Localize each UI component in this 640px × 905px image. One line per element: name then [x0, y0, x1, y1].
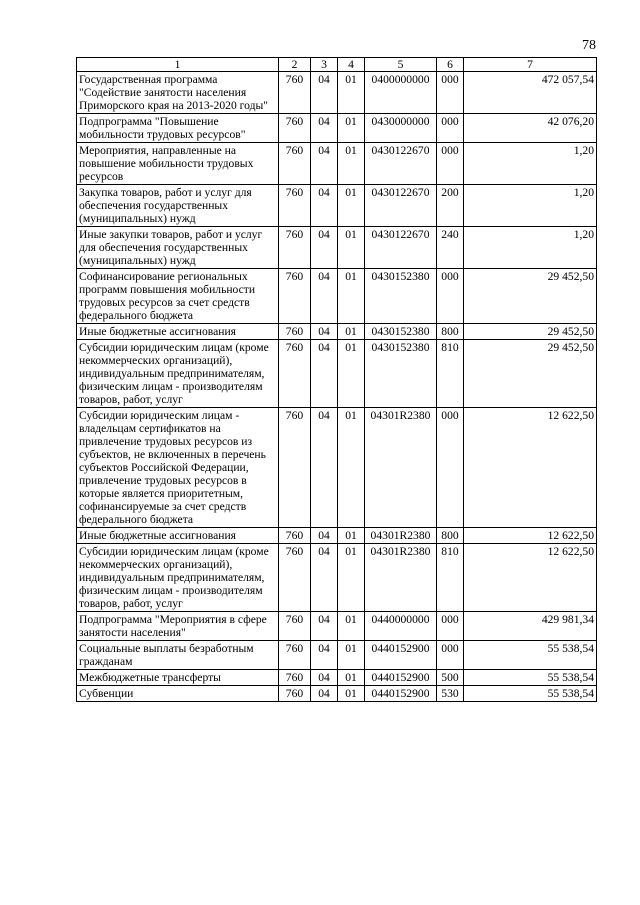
row-code-2: 760	[279, 340, 311, 408]
table-row	[77, 528, 597, 544]
row-name: Субвенции	[77, 686, 279, 702]
row-amount: 1,20	[464, 143, 597, 185]
table-row	[77, 612, 597, 641]
row-code-5: 0430000000	[365, 114, 437, 143]
row-code-5: 0440000000	[365, 612, 437, 641]
row-amount: 1,20	[464, 185, 597, 227]
row-code-6: 810	[437, 544, 464, 612]
row-code-5: 04301R2380	[365, 544, 437, 612]
row-code-4: 01	[338, 143, 365, 185]
table-row	[77, 340, 597, 408]
table-row	[77, 143, 597, 185]
row-code-4: 01	[338, 185, 365, 227]
row-amount: 429 981,34	[464, 612, 597, 641]
row-code-4: 01	[338, 408, 365, 528]
row-code-6: 000	[437, 641, 464, 670]
header-cell-1: 1	[77, 58, 279, 72]
row-code-2: 760	[279, 324, 311, 340]
row-name: Иные бюджетные ассигнования	[77, 528, 279, 544]
row-code-2: 760	[279, 544, 311, 612]
row-code-6: 500	[437, 670, 464, 686]
row-amount: 55 538,54	[464, 686, 597, 702]
row-code-2: 760	[279, 114, 311, 143]
row-code-5: 0430122670	[365, 185, 437, 227]
table-row	[77, 544, 597, 612]
page-number: 78	[582, 38, 596, 53]
row-name: Мероприятия, направленные на повышение мобильности трудовых ресурсов	[77, 143, 279, 185]
table-row	[77, 324, 597, 340]
row-code-2: 760	[279, 269, 311, 324]
row-code-6: 000	[437, 72, 464, 114]
row-code-5: 0440152900	[365, 686, 437, 702]
row-code-6: 240	[437, 227, 464, 269]
row-code-2: 760	[279, 641, 311, 670]
row-amount: 29 452,50	[464, 269, 597, 324]
row-amount: 472 057,54	[464, 72, 597, 114]
row-code-6: 000	[437, 612, 464, 641]
row-code-3: 04	[311, 686, 338, 702]
header-cell-7: 7	[464, 58, 597, 72]
row-name: Подпрограмма "Повышение мобильности трудовых ресурсов"	[77, 114, 279, 143]
budget-table	[76, 57, 597, 702]
row-code-3: 04	[311, 324, 338, 340]
header-row	[77, 58, 597, 72]
row-amount: 29 452,50	[464, 324, 597, 340]
header-cell-4: 4	[338, 58, 365, 72]
table-row	[77, 72, 597, 114]
row-amount: 12 622,50	[464, 528, 597, 544]
row-code-3: 04	[311, 544, 338, 612]
table-row	[77, 185, 597, 227]
row-code-3: 04	[311, 114, 338, 143]
row-code-2: 760	[279, 185, 311, 227]
row-code-5: 0430122670	[365, 227, 437, 269]
row-code-6: 000	[437, 408, 464, 528]
row-code-2: 760	[279, 143, 311, 185]
row-code-6: 000	[437, 114, 464, 143]
row-name: Субсидии юридическим лицам - владельцам сертификатов на привлечение трудовых ресурсов из субъектов, не включенных в перечень субъектов Российской Федерации, привлечение трудовых ресурсов в которые является приоритетным, софинансируемые за счет средств федерального бюджета	[77, 408, 279, 528]
row-name: Субсидии юридическим лицам (кроме некоммерческих организаций), индивидуальным предпринимателям, физическим лицам - производителям товаров, работ, услуг	[77, 340, 279, 408]
row-code-4: 01	[338, 72, 365, 114]
row-name: Межбюджетные трансферты	[77, 670, 279, 686]
table-row	[77, 686, 597, 702]
row-amount: 1,20	[464, 227, 597, 269]
row-code-6: 530	[437, 686, 464, 702]
table-row	[77, 114, 597, 143]
row-code-5: 0400000000	[365, 72, 437, 114]
row-code-4: 01	[338, 641, 365, 670]
row-code-3: 04	[311, 340, 338, 408]
row-code-3: 04	[311, 185, 338, 227]
row-code-6: 000	[437, 143, 464, 185]
row-code-4: 01	[338, 340, 365, 408]
row-code-2: 760	[279, 227, 311, 269]
row-code-4: 01	[338, 324, 365, 340]
row-amount: 42 076,20	[464, 114, 597, 143]
row-code-5: 0430152380	[365, 269, 437, 324]
table-row	[77, 269, 597, 324]
row-code-3: 04	[311, 227, 338, 269]
row-name: Подпрограмма "Мероприятия в сфере занятости населения"	[77, 612, 279, 641]
row-code-5: 0440152900	[365, 641, 437, 670]
row-code-5: 0440152900	[365, 670, 437, 686]
row-code-3: 04	[311, 528, 338, 544]
row-name: Софинансирование региональных программ повышения мобильности трудовых ресурсов за счет средств федерального бюджета	[77, 269, 279, 324]
row-code-3: 04	[311, 612, 338, 641]
row-name: Закупка товаров, работ и услуг для обеспечения государственных (муниципальных) нужд	[77, 185, 279, 227]
row-code-3: 04	[311, 72, 338, 114]
table-row	[77, 227, 597, 269]
row-code-3: 04	[311, 641, 338, 670]
row-code-3: 04	[311, 269, 338, 324]
row-code-4: 01	[338, 544, 365, 612]
table-row	[77, 408, 597, 528]
row-amount: 55 538,54	[464, 670, 597, 686]
row-code-5: 04301R2380	[365, 408, 437, 528]
row-name: Государственная программа "Содействие занятости населения Приморского края на 2013-2020 годы"	[77, 72, 279, 114]
row-name: Субсидии юридическим лицам (кроме некоммерческих организаций), индивидуальным предпринимателям, физическим лицам - производителям товаров, работ, услуг	[77, 544, 279, 612]
row-amount: 12 622,50	[464, 408, 597, 528]
row-code-4: 01	[338, 670, 365, 686]
row-code-2: 760	[279, 686, 311, 702]
row-code-5: 0430122670	[365, 143, 437, 185]
row-code-6: 800	[437, 528, 464, 544]
row-code-4: 01	[338, 269, 365, 324]
row-code-6: 810	[437, 340, 464, 408]
row-amount: 55 538,54	[464, 641, 597, 670]
row-code-5: 0430152380	[365, 324, 437, 340]
table-row	[77, 670, 597, 686]
row-code-4: 01	[338, 686, 365, 702]
table-body	[77, 72, 597, 702]
row-code-3: 04	[311, 143, 338, 185]
table-row	[77, 641, 597, 670]
row-code-4: 01	[338, 528, 365, 544]
row-code-2: 760	[279, 72, 311, 114]
row-name: Иные закупки товаров, работ и услуг для обеспечения государственных (муниципальных) нужд	[77, 227, 279, 269]
row-code-3: 04	[311, 670, 338, 686]
header-cell-5: 5	[365, 58, 437, 72]
row-name: Социальные выплаты безработным гражданам	[77, 641, 279, 670]
row-name: Иные бюджетные ассигнования	[77, 324, 279, 340]
row-code-4: 01	[338, 227, 365, 269]
row-code-4: 01	[338, 612, 365, 641]
row-amount: 29 452,50	[464, 340, 597, 408]
header-cell-6: 6	[437, 58, 464, 72]
row-code-3: 04	[311, 408, 338, 528]
header-cell-2: 2	[279, 58, 311, 72]
row-amount: 12 622,50	[464, 544, 597, 612]
row-code-2: 760	[279, 408, 311, 528]
header-cell-3: 3	[311, 58, 338, 72]
row-code-5: 0430152380	[365, 340, 437, 408]
row-code-6: 000	[437, 269, 464, 324]
row-code-6: 800	[437, 324, 464, 340]
row-code-5: 04301R2380	[365, 528, 437, 544]
row-code-2: 760	[279, 670, 311, 686]
row-code-6: 200	[437, 185, 464, 227]
row-code-2: 760	[279, 612, 311, 641]
row-code-4: 01	[338, 114, 365, 143]
row-code-2: 760	[279, 528, 311, 544]
